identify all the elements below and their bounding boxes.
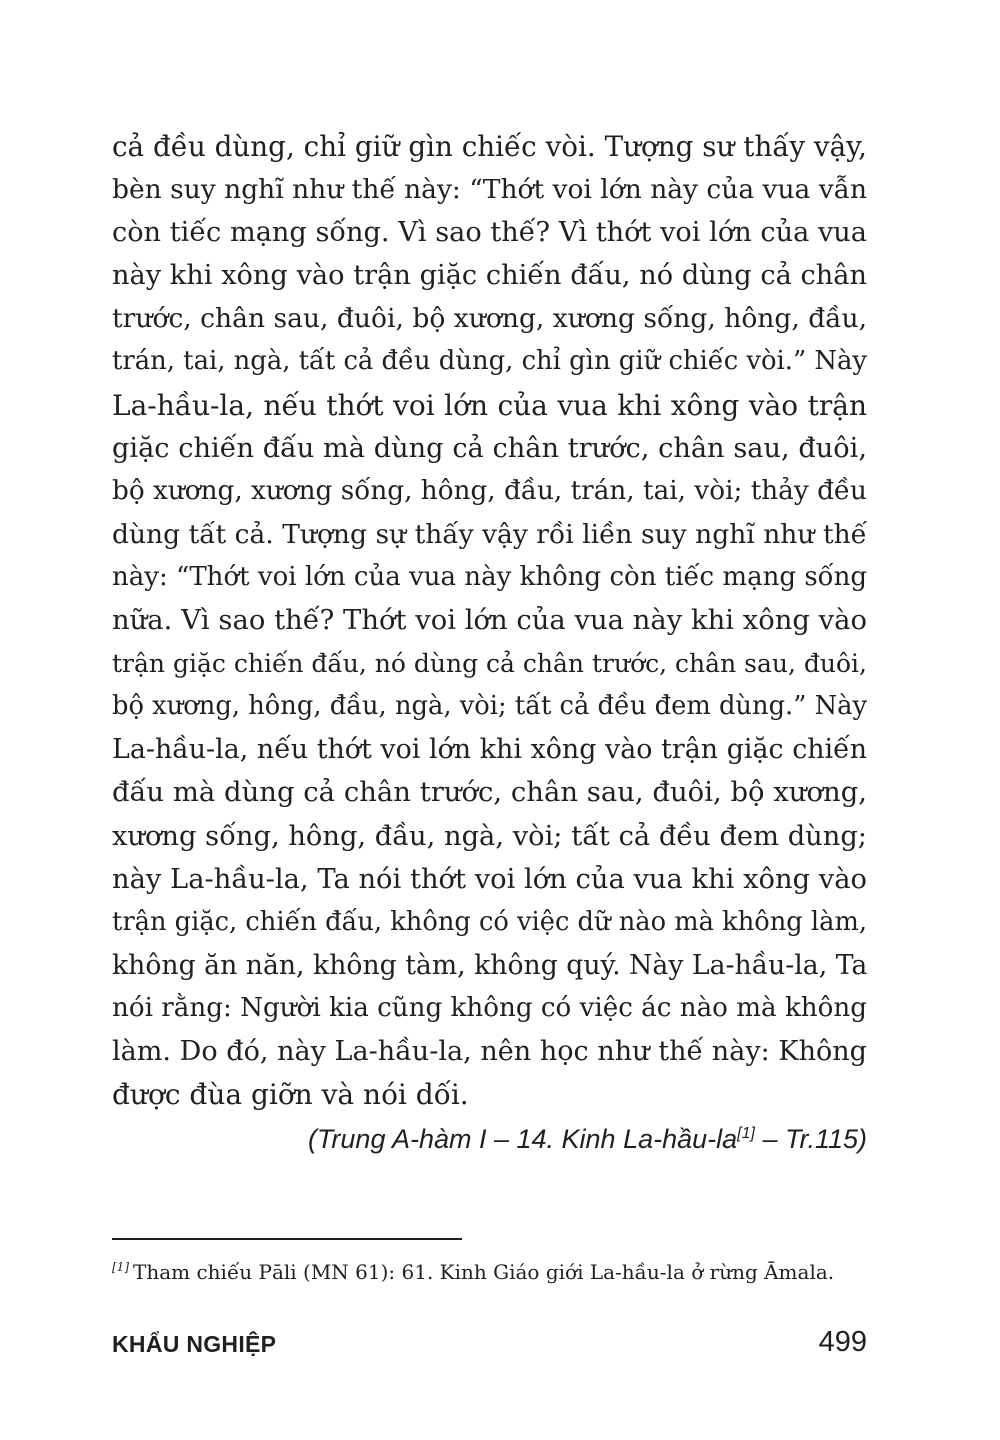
body-line: cả đều dùng, chỉ giữ gìn chiếc vòi. Tượng sư thấy vậy, [112, 130, 867, 163]
body-line: bộ xương, hông, đầu, ngà, vòi; tất cả đều đem dùng.” Này [112, 691, 867, 722]
page-number: 499 [818, 1326, 867, 1358]
body-line: dùng tất cả. Tượng sự thấy vậy rồi liền suy nghĩ như thế [112, 518, 867, 550]
body-line: trước, chân sau, đuôi, bộ xương, xương sống, hông, đầu, [112, 303, 868, 335]
body-line: này La-hầu-la, Ta nói thớt voi lớn của vua khi xông vào [112, 863, 867, 895]
body-line: này: “Thớt voi lớn của vua này không còn tiếc mạng sống [112, 561, 867, 592]
body-line: được đùa giỡn và nói dối. [112, 1078, 469, 1112]
body-line: trận giặc chiến đấu, nó dùng cả chân trước, chân sau, đuôi, [112, 649, 867, 679]
footnote [112, 1260, 834, 1284]
body-line: nói rằng: Người kia cũng không có việc ác nào mà không [112, 992, 867, 1023]
body-line: La-hầu-la, nếu thớt voi lớn của vua khi xông vào trận [112, 388, 867, 422]
body-line: bèn suy nghĩ như thế này: “Thớt voi lớn này của vua vẫn [112, 174, 867, 206]
body-line: xương sống, hông, đầu, ngà, vòi; tất cả đều đem dùng; [112, 820, 867, 852]
citation-text: (Trung A-hàm I – 14. Kinh La-hầu-la [307, 1124, 738, 1154]
body-line: giặc chiến đấu mà dùng cả chân trước, chân sau, đuôi, [112, 432, 867, 464]
footnote-text: Tham chiếu Pāli (MN 61): 61. Kinh Giáo giới La-hầu-la ở rừng Āmala. [133, 1260, 835, 1284]
body-text [112, 125, 867, 1116]
footnote-marker: [1] [112, 1260, 129, 1274]
body-line: La-hầu-la, nếu thớt voi lớn khi xông vào trận giặc chiến [112, 734, 867, 766]
body-line: trán, tai, ngà, tất cả đều dùng, chỉ gìn giữ chiếc vòi.” Này [112, 346, 867, 377]
body-line: không ăn năn, không tàm, không quý. Này La-hầu-la, Ta [112, 949, 868, 981]
footnote-divider [112, 1238, 462, 1240]
body-line: trận giặc, chiến đấu, không có việc dữ nào mà không làm, [112, 906, 867, 937]
footnote-reference[interactable]: [1] [737, 1125, 755, 1142]
source-citation [308, 1124, 867, 1155]
body-line: còn tiếc mạng sống. Vì sao thế? Vì thớt voi lớn của vua [112, 217, 867, 249]
body-line: nữa. Vì sao thế? Thớt voi lớn của vua này khi xông vào [112, 605, 867, 637]
body-line: bộ xương, xương sống, hông, đầu, trán, tai, vòi; thảy đều [112, 475, 867, 506]
body-line: này khi xông vào trận giặc chiến đấu, nó dùng cả chân [112, 260, 867, 292]
citation-page: – Tr.115) [754, 1124, 867, 1154]
body-line: làm. Do đó, này La-hầu-la, nên học như thế này: Không [112, 1035, 867, 1067]
running-head: KHẨU NGHIỆP [112, 1331, 277, 1357]
body-line: đấu mà dùng cả chân trước, chân sau, đuôi, bộ xương, [112, 777, 867, 809]
